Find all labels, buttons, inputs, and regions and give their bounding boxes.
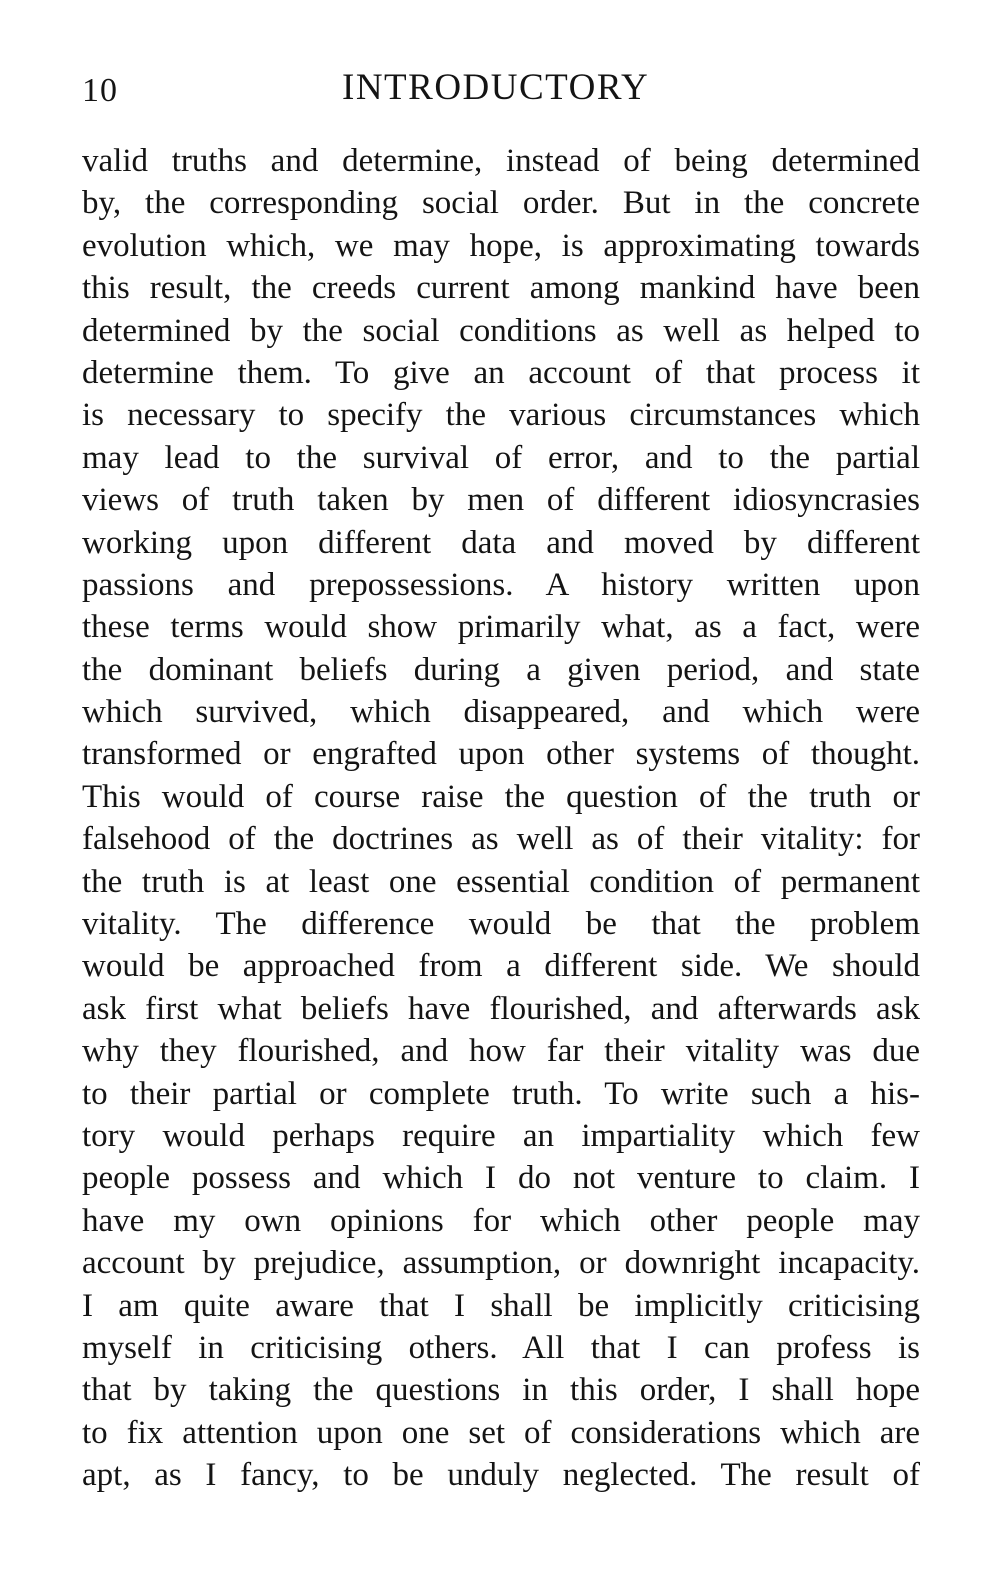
text-line: is necessary to specify the various circumstances which: [82, 397, 920, 434]
text-line: transformed or engrafted upon other systems of thought.: [82, 736, 920, 773]
text-line: determine them. To give an account of that process it: [82, 354, 920, 391]
text-line: may lead to the survival of error, and to the partial: [82, 439, 920, 476]
text-line: by, the corresponding social order. But in the concrete: [82, 185, 920, 222]
body-text: [82, 140, 920, 1497]
text-line: views of truth taken by men of different idiosyncrasies: [82, 482, 920, 519]
text-line: account by prejudice, assumption, or downright incapacity.: [82, 1245, 920, 1282]
text-line: that by taking the questions in this order, I shall hope: [82, 1372, 920, 1409]
text-line: tory would perhaps require an impartiality which few: [82, 1117, 920, 1154]
text-line: these terms would show primarily what, as a fact, were: [82, 609, 920, 646]
text-line: why they flourished, and how far their vitality was due: [82, 1033, 920, 1070]
text-line: would be approached from a different side. We should: [82, 948, 920, 985]
text-line: which survived, which disappeared, and which were: [82, 694, 920, 731]
page-number: 10: [82, 72, 118, 109]
text-line: the truth is at least one essential condition of permanent: [82, 863, 920, 900]
running-head: [80, 66, 920, 122]
text-line: determined by the social conditions as well as helped to: [82, 312, 920, 349]
text-line: apt, as I fancy, to be unduly neglected. The result of: [82, 1457, 920, 1494]
text-line: valid truths and determine, instead of being determined: [82, 143, 920, 179]
running-title: INTRODUCTORY: [342, 67, 650, 108]
text-line: evolution which, we may hope, is approximating towards: [82, 227, 920, 264]
text-line: I am quite aware that I shall be implicitly criticising: [82, 1287, 920, 1324]
text-line: passions and prepossessions. A history written upon: [82, 566, 920, 603]
text-line: this result, the creeds current among mankind have been: [82, 270, 920, 307]
text-line: vitality. The difference would be that the problem: [82, 906, 920, 943]
text-line: to their partial or complete truth. To write such a his-: [82, 1075, 920, 1112]
text-line: falsehood of the doctrines as well as of their vitality: for: [82, 821, 920, 858]
text-line: people possess and which I do not venture to claim. I: [82, 1160, 920, 1197]
text-line: the dominant beliefs during a given period, and state: [82, 651, 920, 688]
text-line: myself in criticising others. All that I can profess is: [82, 1329, 920, 1366]
text-line: working upon different data and moved by different: [82, 524, 920, 561]
text-line: have my own opinions for which other people may: [82, 1202, 920, 1239]
text-line: This would of course raise the question of the truth or: [82, 778, 920, 815]
text-line: to fix attention upon one set of considerations which are: [82, 1414, 920, 1451]
text-line: ask first what beliefs have flourished, and afterwards ask: [82, 990, 920, 1027]
